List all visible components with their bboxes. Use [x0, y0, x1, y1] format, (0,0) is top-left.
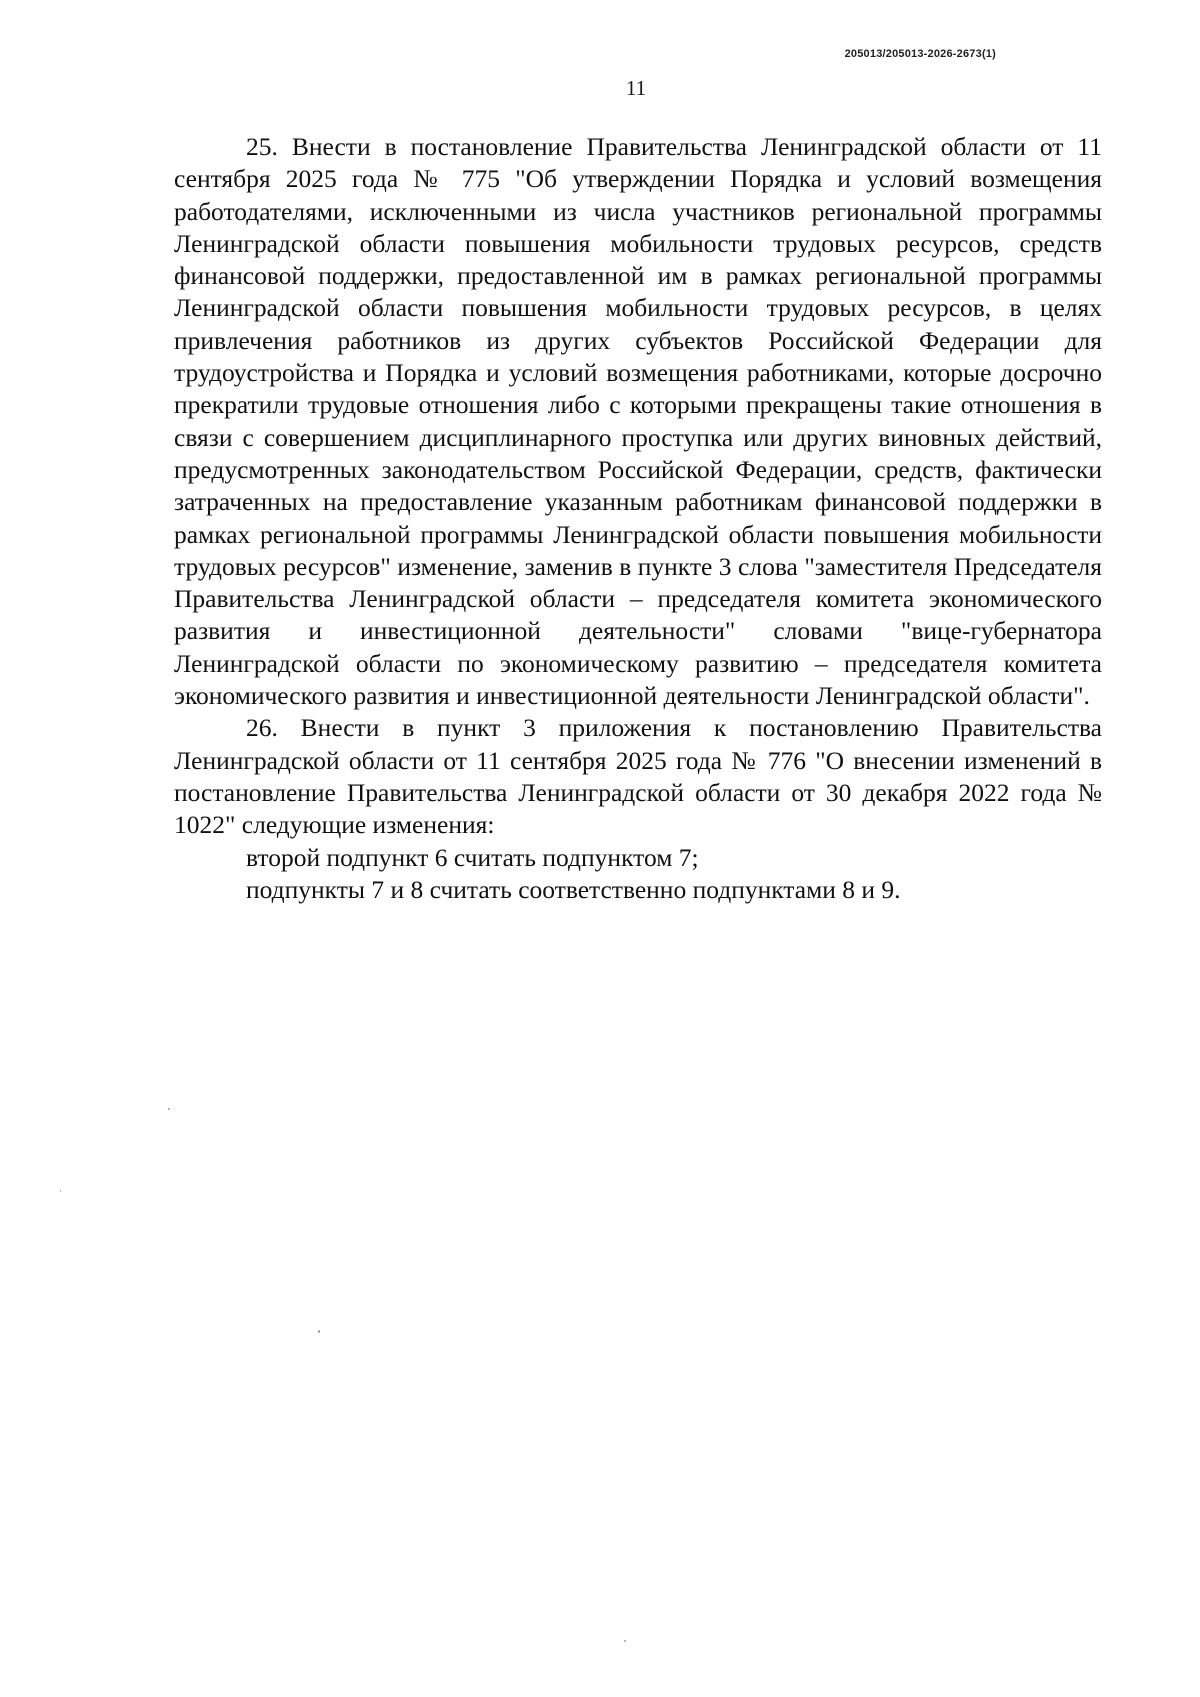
paragraph-26: 26. Внести в пункт 3 приложения к постановлению Правительства Ленинградской области от 11 сентября 2025 года № 776 "О внесении изменений в постановление Правительства Ленинградской области от 30 декабря 2022 года № 1022" следующие изменения: [174, 713, 1102, 840]
scan-speck [318, 1330, 320, 1333]
document-registration-number: 205013/205013-2026-2673(1) [844, 48, 996, 60]
scan-speck [624, 1640, 626, 1642]
paragraph-25: 25. Внести в постановление Правительства Ленинградской области от 11 сентября 2025 года № 775 "Об утверждении Порядка и условий возмещения работодателями, исключенными из числа участников региональной программы Ленинградской области повышения мобильности трудовых ресурсов, средств финансовой поддержки, предоставленной им в рамках региональной программы Ленинградской области повышения мобильности трудовых ресурсов, в целях привлечения работников из других субъектов Российской Федерации для трудоустройства и Порядка и условий возмещения работниками, которые досрочно прекратили трудовые отношения либо с которыми прекращены такие отношения в связи с совершением дисциплинарного проступка или других виновных действий, предусмотренных законодательством Российской Федерации, средств, фактически затраченных на предоставление указанным работникам финансовой поддержки в рамках региональной программы Ленинградской области повышения мобильности трудовых ресурсов" изменение, заменив в пункте 3 слова "заместителя Председателя Правительства Ленинградской области – председателя комитета экономического развития и инвестиционной деятельности" словами "вице-губернатора Ленинградской области по экономическому развитию – председателя комитета экономического развития и инвестиционной деятельности Ленинградской области". [174, 132, 1102, 711]
sub-item-2: подпункты 7 и 8 считать соответственно подпунктами 8 и 9. [246, 874, 901, 904]
scan-speck [168, 1108, 170, 1110]
page-number: 11 [625, 76, 647, 100]
sub-item-1: второй подпункт 6 считать подпунктом 7; [246, 842, 699, 872]
document-body [174, 131, 1102, 906]
scan-speck [60, 1190, 61, 1192]
